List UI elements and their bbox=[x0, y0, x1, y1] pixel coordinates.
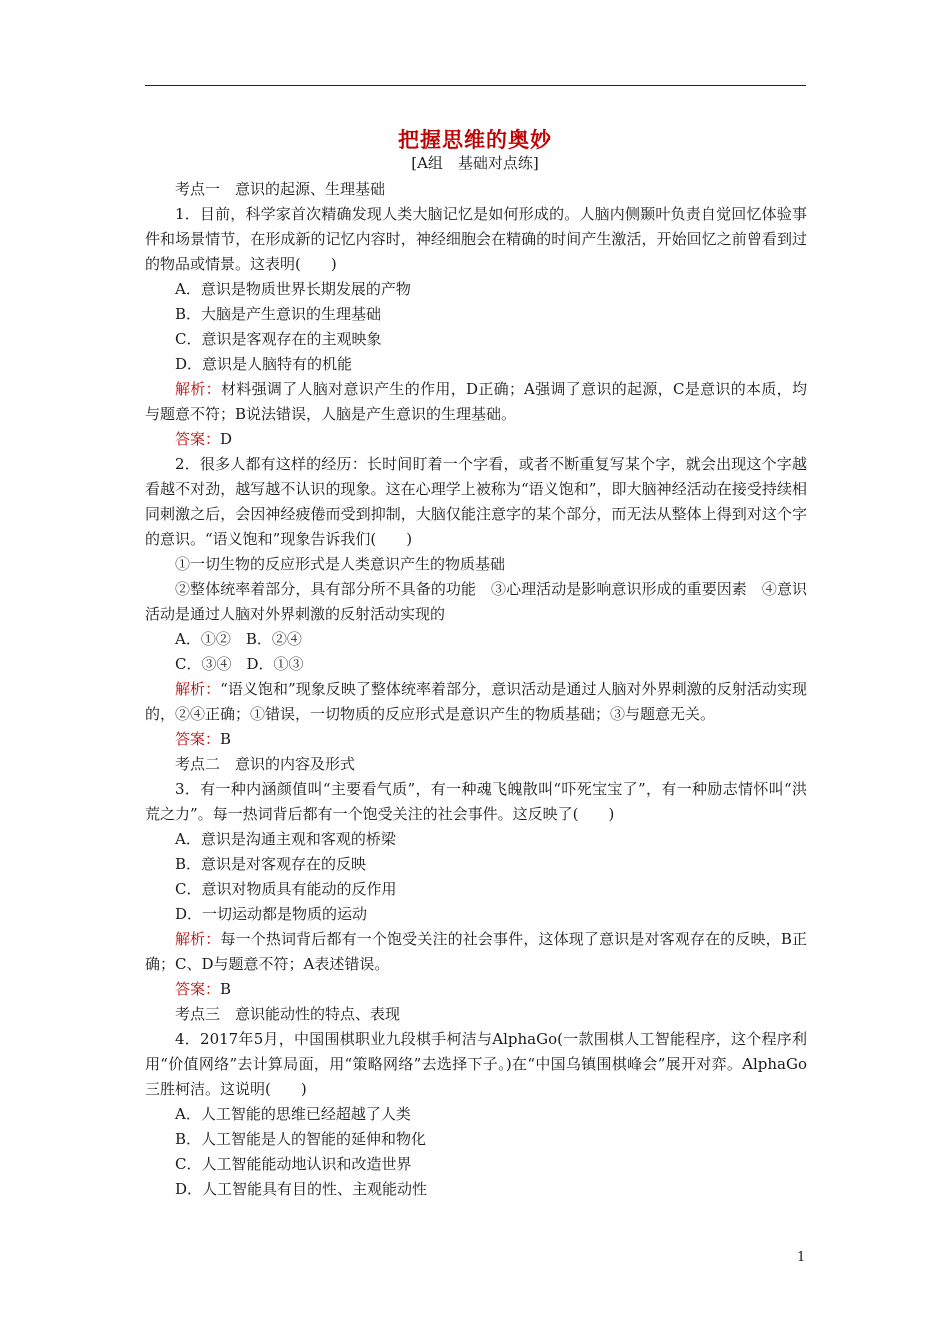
page-title: 把握思维的奥妙 bbox=[398, 127, 552, 152]
option-c: C．意识是客观存在的主观映象 bbox=[175, 330, 382, 348]
section-heading: 考点一 意识的起源、生理基础 bbox=[175, 180, 386, 198]
option-b: B．大脑是产生意识的生理基础 bbox=[175, 305, 382, 323]
question-stem: 3．有一种内涵颜值叫“主要看气质”，有一种魂飞魄散叫“吓死宝宝了”，有一种励志情怀叫“洪荒之力”。每一热词背后都有一个饱受关注的社会事件。这反映了( ) bbox=[145, 780, 807, 823]
answer-label: 答案： bbox=[175, 730, 221, 748]
statement-items: ②整体统率着部分，具有部分所不具备的功能 ③心理活动是影响意识形成的重要因素 ④意识活动是通过人脑对外界刺激的反射活动实现的 bbox=[145, 580, 807, 623]
analysis-text: “语义饱和”现象反映了整体统率着部分，意识活动是通过人脑对外界刺激的反射活动实现的，②④正确；①错误，一切物质的反应形式是意识产生的物质基础；③与题意无关。 bbox=[145, 680, 807, 723]
analysis bbox=[145, 927, 807, 977]
analysis bbox=[145, 677, 807, 727]
answer bbox=[145, 427, 807, 452]
answer-value: D bbox=[220, 430, 233, 448]
option-d: D．意识是人脑特有的机能 bbox=[175, 355, 353, 373]
header-rule bbox=[145, 85, 806, 86]
group-subtitle: [A组 基础对点练] bbox=[411, 154, 539, 172]
question-stem: 2．很多人都有这样的经历：长时间盯着一个字看，或者不断重复写某个字，就会出现这个字越看越不对劲，越写越不认识的现象。这在心理学上被称为“语义饱和”，即大脑神经活动在接受持续相同刺激之后，会因神经疲倦而受到抑制，大脑仅能注意字的某个部分，而无法从整体上得到对这个字的意识。“语义饱和”现象告诉我们( ) bbox=[145, 455, 807, 548]
answer-label: 答案： bbox=[175, 980, 221, 998]
option-c: C．人工智能能动地认识和改造世界 bbox=[175, 1155, 412, 1173]
section-heading: 考点三 意识能动性的特点、表现 bbox=[175, 1005, 401, 1023]
option-a: A．人工智能的思维已经超越了人类 bbox=[175, 1105, 411, 1123]
option-row: A．①② B．②④ bbox=[175, 630, 302, 648]
answer-value: B bbox=[220, 730, 232, 748]
question-stem: 4．2017年5月，中国围棋职业九段棋手柯洁与AlphaGo(一款围棋人工智能程序，这个程序利用“价值网络”去计算局面，用“策略网络”去选择下子。)在“中国乌镇围棋峰会”展开对弈。AlphaGo三胜柯洁。这说明( ) bbox=[145, 1030, 807, 1098]
analysis-label: 解析： bbox=[175, 380, 221, 398]
option-a: A．意识是物质世界长期发展的产物 bbox=[175, 280, 411, 298]
answer-value: B bbox=[220, 980, 232, 998]
analysis-label: 解析： bbox=[175, 680, 221, 698]
analysis bbox=[145, 377, 807, 427]
answer bbox=[145, 977, 807, 1002]
analysis-text: 材料强调了人脑对意识产生的作用，D正确；A强调了意识的起源，C是意识的本质，均与题意不符；B说法错误，人脑是产生意识的生理基础。 bbox=[145, 380, 807, 423]
option-b: B．人工智能是人的智能的延伸和物化 bbox=[175, 1130, 427, 1148]
page-number: 1 bbox=[797, 1250, 806, 1265]
option-b: B．意识是对客观存在的反映 bbox=[175, 855, 367, 873]
statement-item: ①一切生物的反应形式是人类意识产生的物质基础 bbox=[175, 555, 506, 573]
answer-label: 答案： bbox=[175, 430, 221, 448]
option-row: C．③④ D．①③ bbox=[175, 655, 304, 673]
analysis-text: 每一个热词背后都有一个饱受关注的社会事件，这体现了意识是对客观存在的反映，B正确；C、D与题意不符；A表述错误。 bbox=[145, 930, 807, 973]
document-body bbox=[145, 177, 807, 1202]
analysis-label: 解析： bbox=[175, 930, 221, 948]
option-d: D．人工智能具有目的性、主观能动性 bbox=[175, 1180, 428, 1198]
option-c: C．意识对物质具有能动的反作用 bbox=[175, 880, 397, 898]
option-a: A．意识是沟通主观和客观的桥梁 bbox=[175, 830, 396, 848]
section-heading: 考点二 意识的内容及形式 bbox=[175, 755, 356, 773]
question-stem: 1．目前，科学家首次精确发现人类大脑记忆是如何形成的。人脑内侧颞叶负责自觉回忆体验事件和场景情节，在形成新的记忆内容时，神经细胞会在精确的时间产生激活，开始回忆之前曾看到过的物品或情景。这表明( ) bbox=[145, 205, 807, 273]
option-d: D．一切运动都是物质的运动 bbox=[175, 905, 368, 923]
answer bbox=[145, 727, 807, 752]
